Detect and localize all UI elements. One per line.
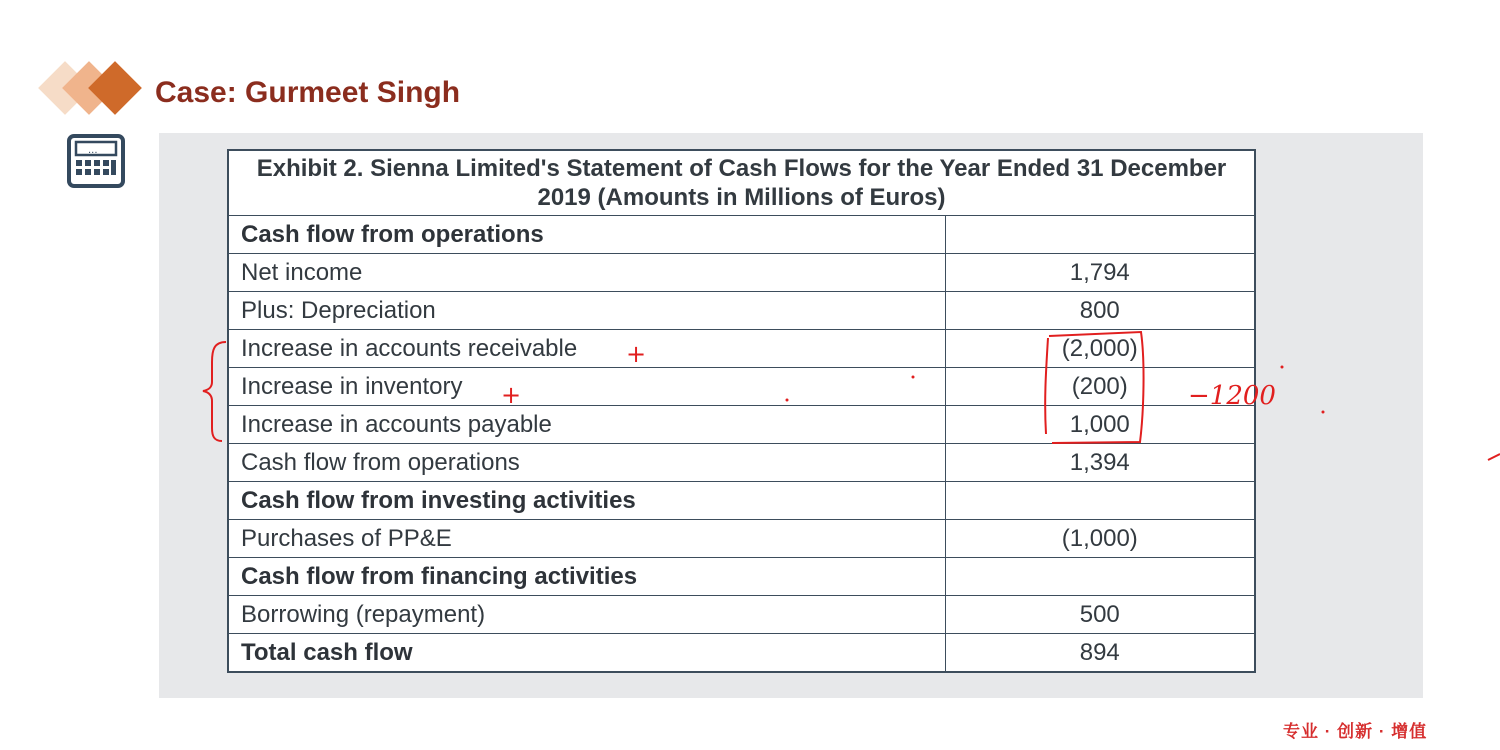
table-row (228, 368, 1255, 406)
row-label: Cash flow from operations (228, 216, 945, 254)
table-row (228, 444, 1255, 482)
row-label: Borrowing (repayment) (228, 596, 945, 634)
footer-slogan: 专业 · 创新 · 增值 (1283, 722, 1428, 741)
row-value: (2,000) (945, 330, 1255, 368)
row-value: 800 (945, 292, 1255, 330)
calculator-icon (67, 134, 125, 188)
row-label: Net income (228, 254, 945, 292)
table-caption: Exhibit 2. Sienna Limited's Statement of Cash Flows for the Year Ended 31 December 2019 (Amounts in Millions of Euros) (228, 150, 1255, 216)
row-label: Increase in accounts payable (228, 406, 945, 444)
row-label: Increase in accounts receivable (228, 330, 945, 368)
row-value (945, 558, 1255, 596)
row-value: 1,000 (945, 406, 1255, 444)
table-row (228, 216, 1255, 254)
table-row (228, 254, 1255, 292)
table-row (228, 558, 1255, 596)
table-row (228, 292, 1255, 330)
row-label: Plus: Depreciation (228, 292, 945, 330)
row-label: Cash flow from financing activities (228, 558, 945, 596)
table-row (228, 596, 1255, 634)
row-value: (1,000) (945, 520, 1255, 558)
plus-receivable-mark: + (626, 340, 647, 368)
row-value: 1,794 (945, 254, 1255, 292)
row-value: 894 (945, 634, 1255, 673)
table-row (228, 482, 1255, 520)
row-label: Cash flow from investing activities (228, 482, 945, 520)
row-value (945, 216, 1255, 254)
plus-inventory-mark: + (501, 381, 522, 409)
svg-text:...: ... (88, 145, 98, 156)
sum-note-mark: −1200 (1188, 381, 1276, 411)
slide-title: Case: Gurmeet Singh (155, 76, 461, 109)
cash-flow-table (227, 149, 1256, 673)
table-row (228, 406, 1255, 444)
table-row (228, 330, 1255, 368)
row-label: Total cash flow (228, 634, 945, 673)
table-row (228, 634, 1255, 673)
row-value: (200) (945, 368, 1255, 406)
row-label: Increase in inventory (228, 368, 945, 406)
row-label: Cash flow from operations (228, 444, 945, 482)
logo-diamonds (38, 56, 148, 120)
row-value: 1,394 (945, 444, 1255, 482)
row-value (945, 482, 1255, 520)
table-row (228, 520, 1255, 558)
row-value: 500 (945, 596, 1255, 634)
row-label: Purchases of PP&E (228, 520, 945, 558)
